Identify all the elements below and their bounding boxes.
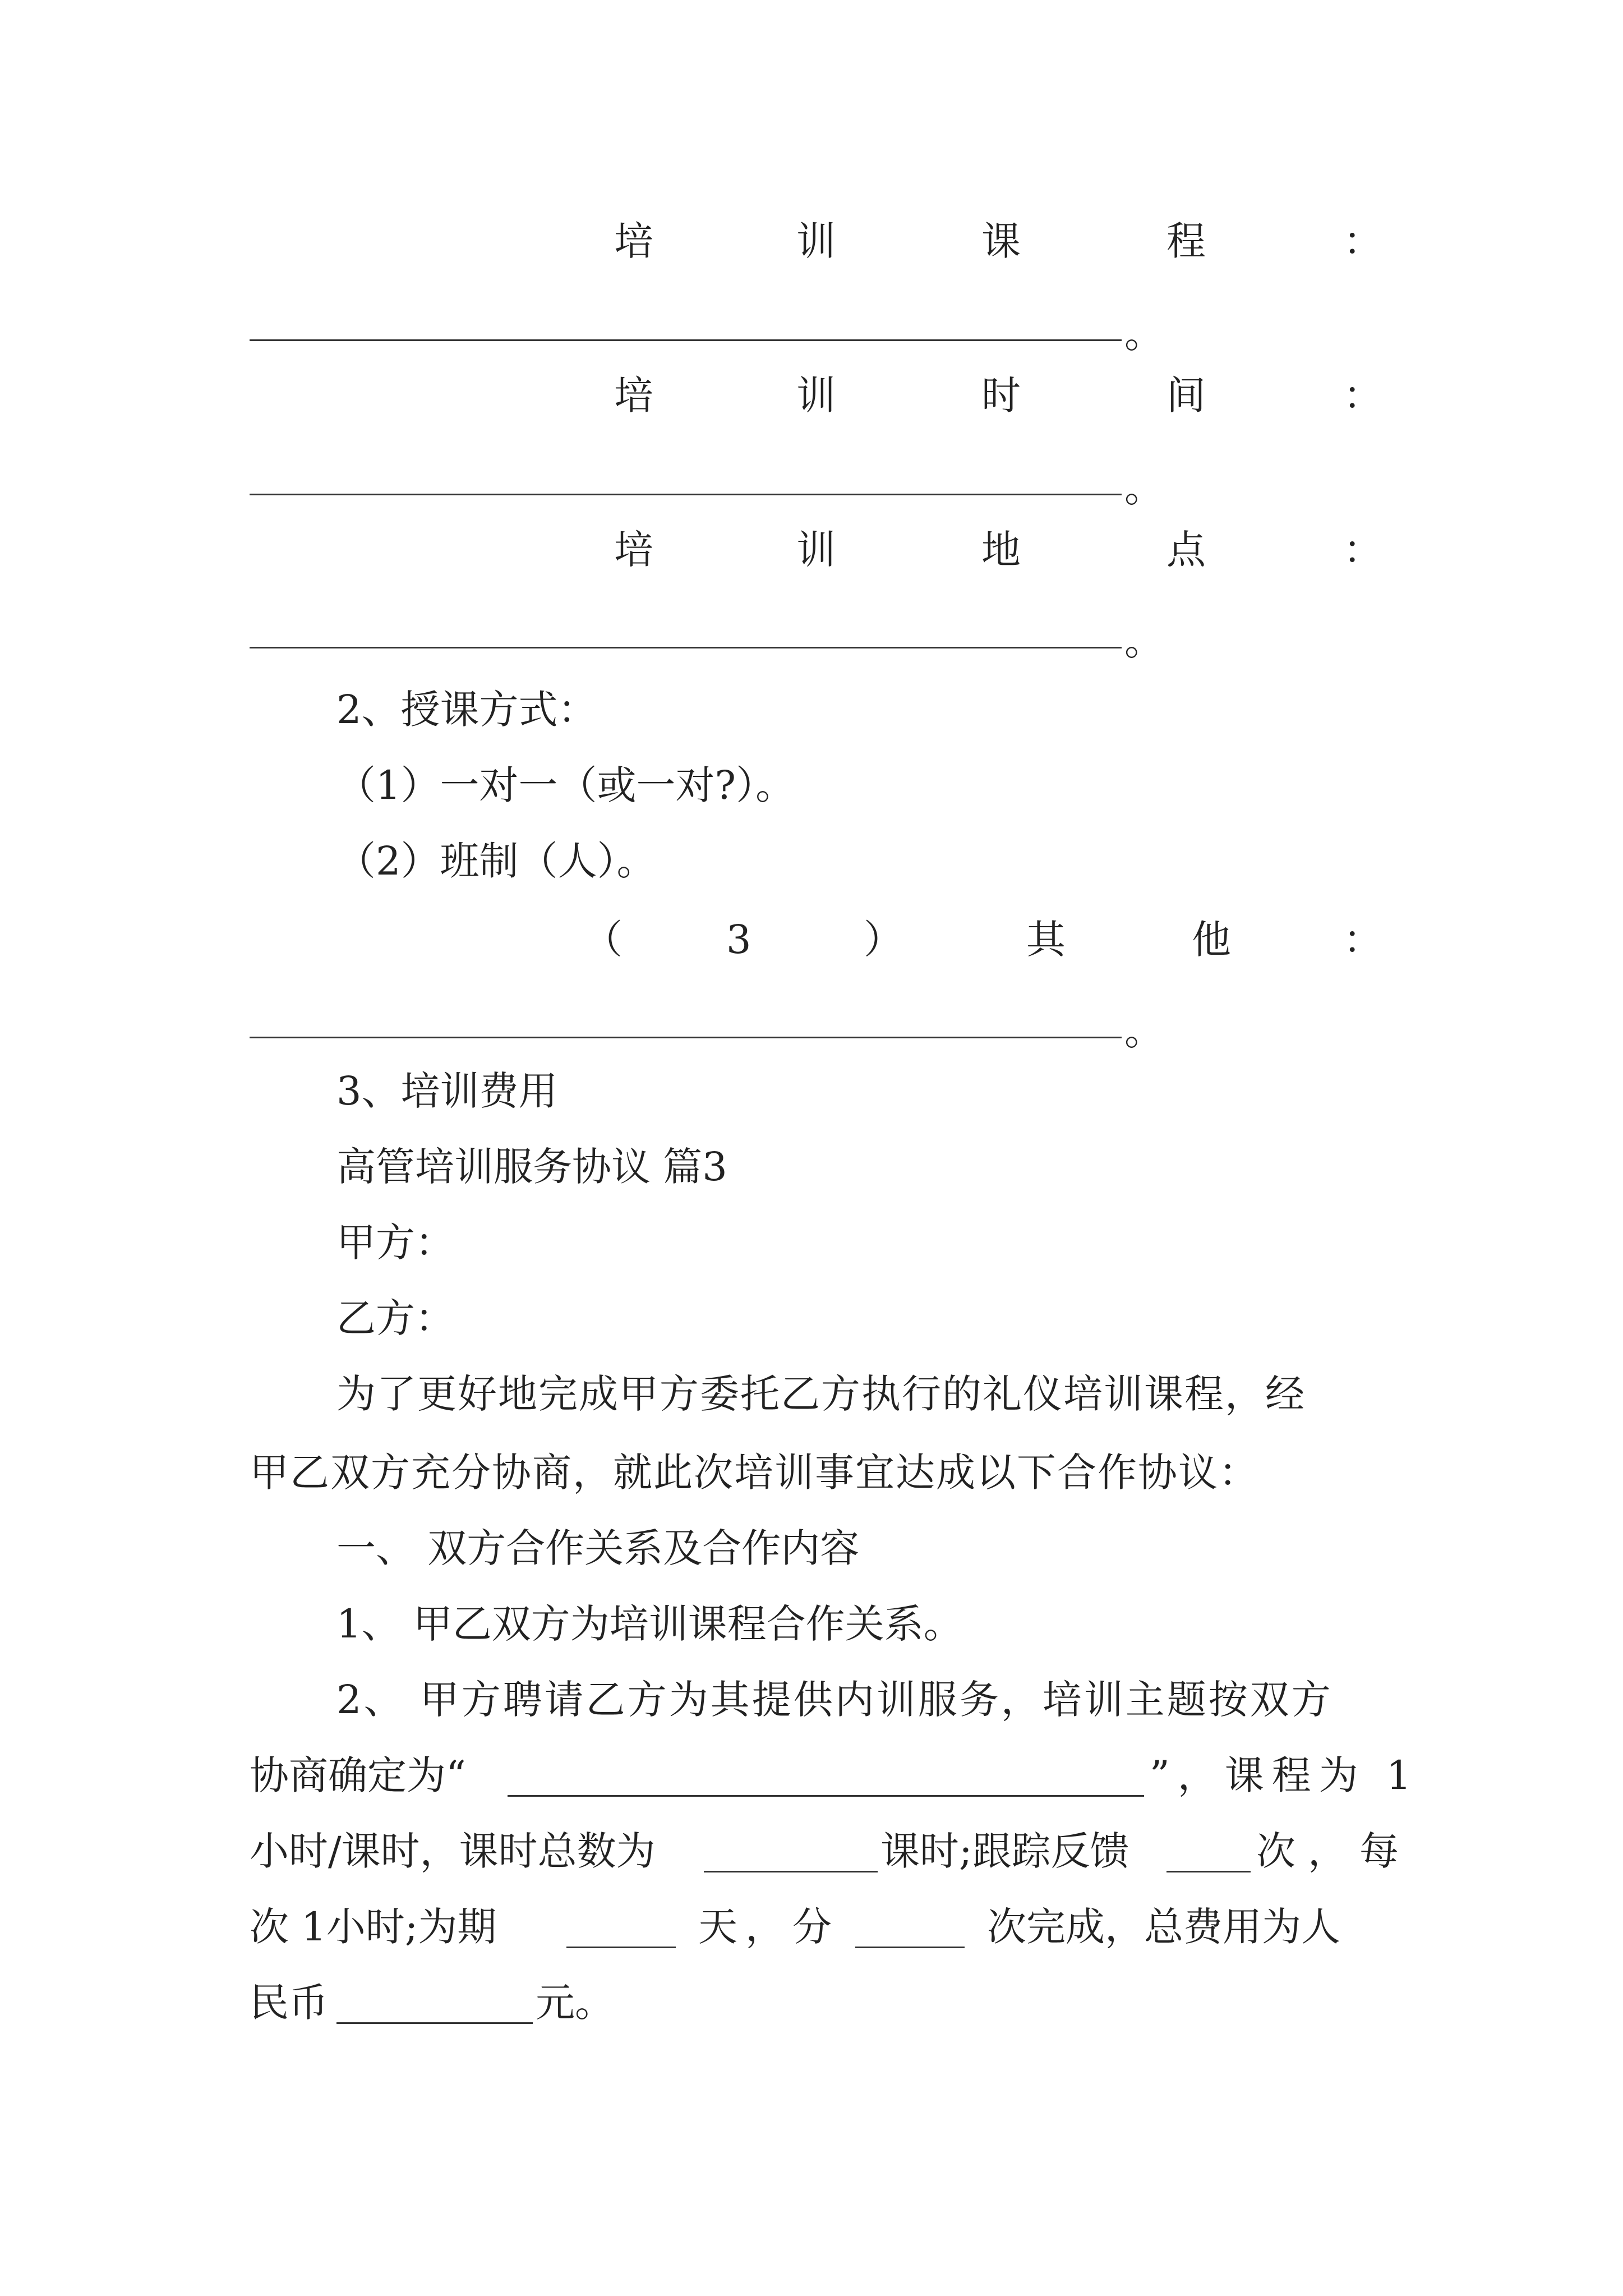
period: 。 <box>1124 311 1164 357</box>
blank-underline <box>1166 1871 1251 1872</box>
party-b-label: 乙方： <box>336 1295 454 1341</box>
teaching-method-heading: 2、授课方式： <box>336 687 597 733</box>
spread-char: 培 <box>614 372 653 418</box>
period: 。 <box>1124 465 1164 511</box>
blank-underline <box>250 494 1122 495</box>
clause-2-text: 元。 <box>536 1980 614 2026</box>
spread-char: 程 <box>1166 218 1206 264</box>
blank-underline <box>250 339 1122 341</box>
blank-underline <box>566 1947 676 1948</box>
method-option-1: （1）一对一（或一对?）。 <box>336 762 795 808</box>
training-fee-heading: 3、培训费用 <box>336 1068 558 1114</box>
spread-char: 3 <box>726 917 751 963</box>
clause-1: 1、 甲乙双方为培训课程合作关系。 <box>336 1601 963 1647</box>
clause-2-text: 次，每 <box>1256 1828 1411 1874</box>
clause-2-line: 2、 甲方聘请乙方为其提供内训服务，培训主题按双方 <box>336 1677 1333 1723</box>
spread-char: 训 <box>796 218 836 264</box>
clause-2-text: 小时/课时，课时总数为 <box>250 1828 656 1874</box>
blank-underline <box>336 2022 533 2024</box>
spread-char: ： <box>1343 218 1382 264</box>
spread-char: 培 <box>614 527 653 573</box>
spread-char: 训 <box>796 372 836 418</box>
spread-char: 间 <box>1166 372 1206 418</box>
period: 。 <box>1124 1008 1164 1054</box>
intro-paragraph-line: 甲乙双方充分协商，就此次培训事宜达成以下合作协议： <box>250 1450 1259 1496</box>
spread-char: ： <box>1343 917 1382 963</box>
spread-char: ： <box>1343 527 1382 573</box>
intro-paragraph-line: 为了更好地完成甲方委托乙方执行的礼仪培训课程，经 <box>336 1371 1306 1417</box>
blank-underline <box>704 1871 878 1872</box>
spread-char: 训 <box>796 527 836 573</box>
method-option-2: （2）班制（人）。 <box>336 838 656 884</box>
party-a-label: 甲方： <box>336 1220 454 1266</box>
spread-char: （ <box>583 917 623 963</box>
clause-2-text: ”，课程为 1 <box>1150 1752 1419 1798</box>
clause-2-text: 课时;跟踪反馈 <box>880 1828 1129 1874</box>
spread-char: 时 <box>981 372 1021 418</box>
spread-char: 点 <box>1166 527 1206 573</box>
spread-char: 地 <box>981 527 1021 573</box>
spread-char: ： <box>1343 372 1382 418</box>
spread-char: 其 <box>1026 917 1066 963</box>
spread-char: ） <box>864 917 903 963</box>
clause-2-text: 次完成，总费用为人 <box>987 1904 1340 1950</box>
blank-underline <box>250 647 1122 648</box>
blank-underline <box>855 1947 965 1948</box>
spread-char: 培 <box>614 218 653 264</box>
clause-2-text: 民币 <box>250 1980 328 2026</box>
section-heading-cooperation: 一、 双方合作关系及合作内容 <box>336 1525 860 1571</box>
clause-2-text: 天，分 <box>698 1904 840 1950</box>
clause-2-text: 协商确定为“ <box>250 1752 466 1798</box>
blank-underline <box>250 1037 1122 1038</box>
period: 。 <box>1124 618 1164 664</box>
blank-underline <box>508 1795 1144 1797</box>
spread-char: 课 <box>981 218 1021 264</box>
clause-2-text: 次 1小时;为期 <box>250 1904 497 1950</box>
spread-char: 他 <box>1192 917 1231 963</box>
section-title: 高管培训服务协议 篇3 <box>336 1144 727 1190</box>
